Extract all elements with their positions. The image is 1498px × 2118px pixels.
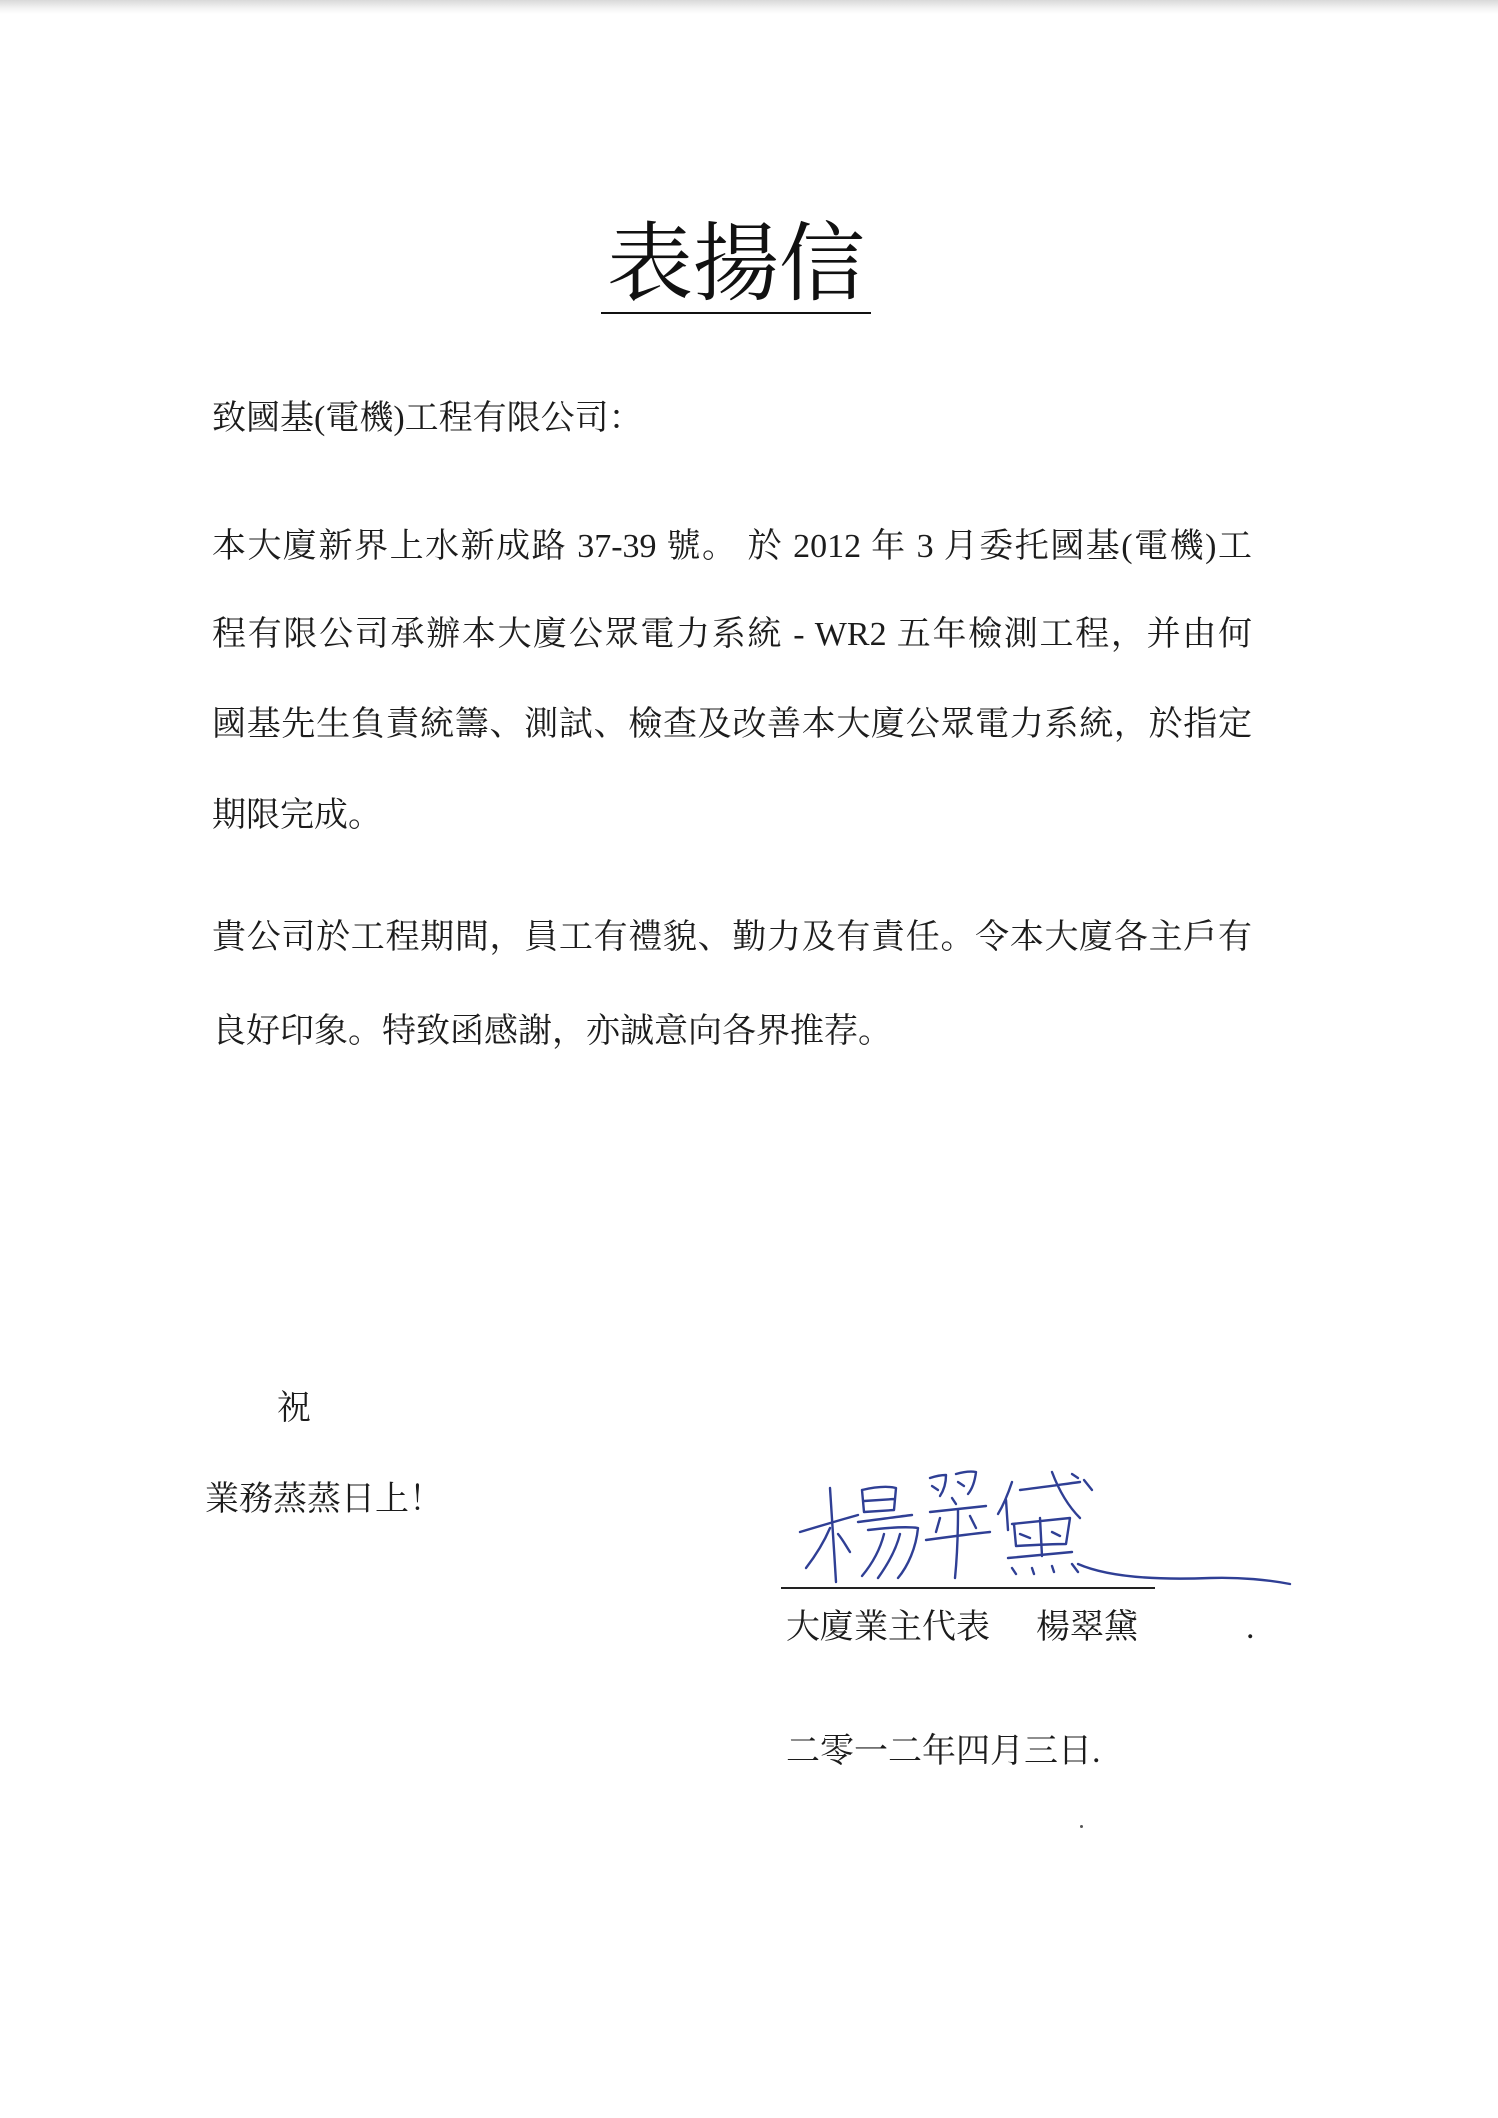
body-line: 程有限公司承辦本大廈公眾電力系統 - WR2 五年檢測工程，并由何 [212,616,1252,653]
body-line: 國基先生負責統籌、測試、檢查及改善本大廈公眾電力系統，於指定 [212,706,1252,743]
letter-title: 表揚信 [607,216,865,312]
letter-date: 二零一二年四月三日. [786,1733,1101,1770]
closing-wish-prefix: 祝 [277,1390,311,1427]
signature-char-dai [998,1472,1290,1584]
signatory-name: 楊翠黛 [1036,1609,1138,1646]
signature-char-cui [926,1472,990,1578]
closing-wish: 業務蒸蒸日上！ [205,1481,443,1518]
signatory-role: 大廈業主代表 [786,1609,990,1646]
body-line: 貴公司於工程期間，員工有禮貌、勤力及有責任。令本大廈各主戶有 [212,919,1252,956]
signature-char-yang [800,1487,918,1582]
scan-speck [1080,1825,1083,1828]
body-line: 期限完成。 [212,797,382,834]
salutation: 致國基(電機)工程有限公司： [212,400,643,437]
title-underline [601,312,871,314]
trailing-mark: . [1246,1609,1255,1646]
scan-edge [0,0,1498,14]
handwritten-signature [780,1460,1300,1600]
body-line: 本大廈新界上水新成路 37-39 號。 於 2012 年 3 月委托國基(電機)工 [212,528,1252,565]
body-line: 良好印象。特致函感謝，亦誠意向各界推荐。 [212,1013,892,1050]
